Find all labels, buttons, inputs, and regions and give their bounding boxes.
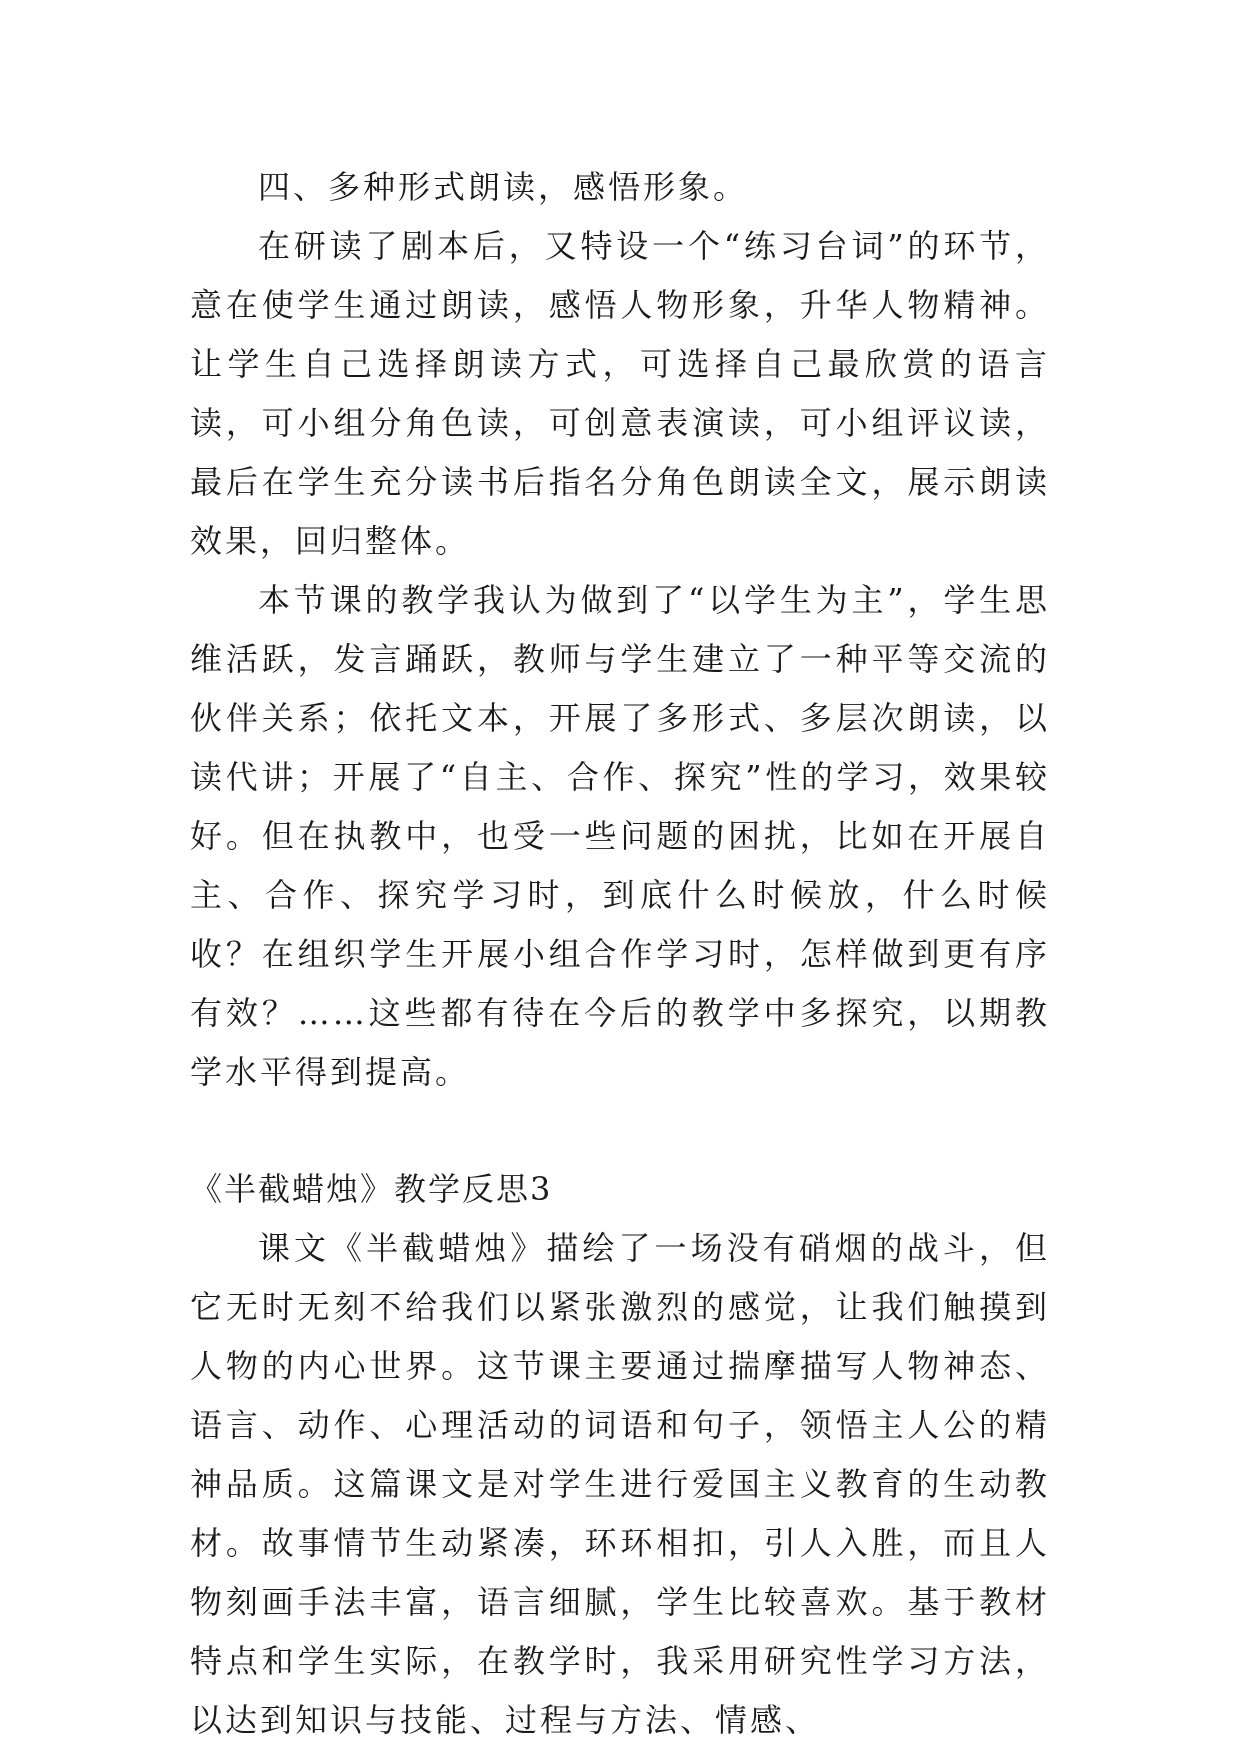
section-heading-four: 四、多种形式朗读，感悟形象。	[258, 168, 749, 206]
paragraph-lesson-intro: 课文《半截蜡烛》描绘了一场没有硝烟的战斗，但它无时无刻不给我们以紧张激烈的感觉，让我们触摸到人物的内心世界。这节课主要通过揣摩描写人物神态、语言、动作、心理活动的词语和句子，领悟主人公的精神品质。这篇课文是对学生进行爱国主义教育的生动教材。故事情节生动紧凑，环环相扣，引人入胜，而且人物刻画手法丰富，语言细腻，学生比较喜欢。基于教材特点和学生实际，在教学时，我采用研究性学习方法，以达到知识与技能、过程与方法、情感、	[190, 1229, 1050, 1739]
document-page	[190, 158, 1050, 1750]
paragraph-script-reading: 在研读了剧本后，又特设一个“练习台词”的环节，意在使学生通过朗读，感悟人物形象，升华人物精神。让学生自己选择朗读方式，可选择自己最欣赏的语言读，可小组分角色读，可创意表演读，可小组评议读，最后在学生充分读书后指名分角色朗读全文，展示朗读效果，回归整体。	[190, 227, 1050, 560]
section-title-reflection-3: 《半截蜡烛》教学反思3	[190, 1170, 553, 1208]
paragraph-lesson-reflection: 本节课的教学我认为做到了“以学生为主”，学生思维活跃，发言踊跃，教师与学生建立了一种平等交流的伙伴关系；依托文本，开展了多形式、多层次朗读，以读代讲；开展了“自主、合作、探究”性的学习，效果较好。但在执教中，也受一些问题的困扰，比如在开展自主、合作、探究学习时，到底什么时候放，什么时候收？在组织学生开展小组合作学习时，怎样做到更有序有效？……这些都有待在今后的教学中多探究，以期教学水平得到提高。	[190, 581, 1050, 1091]
